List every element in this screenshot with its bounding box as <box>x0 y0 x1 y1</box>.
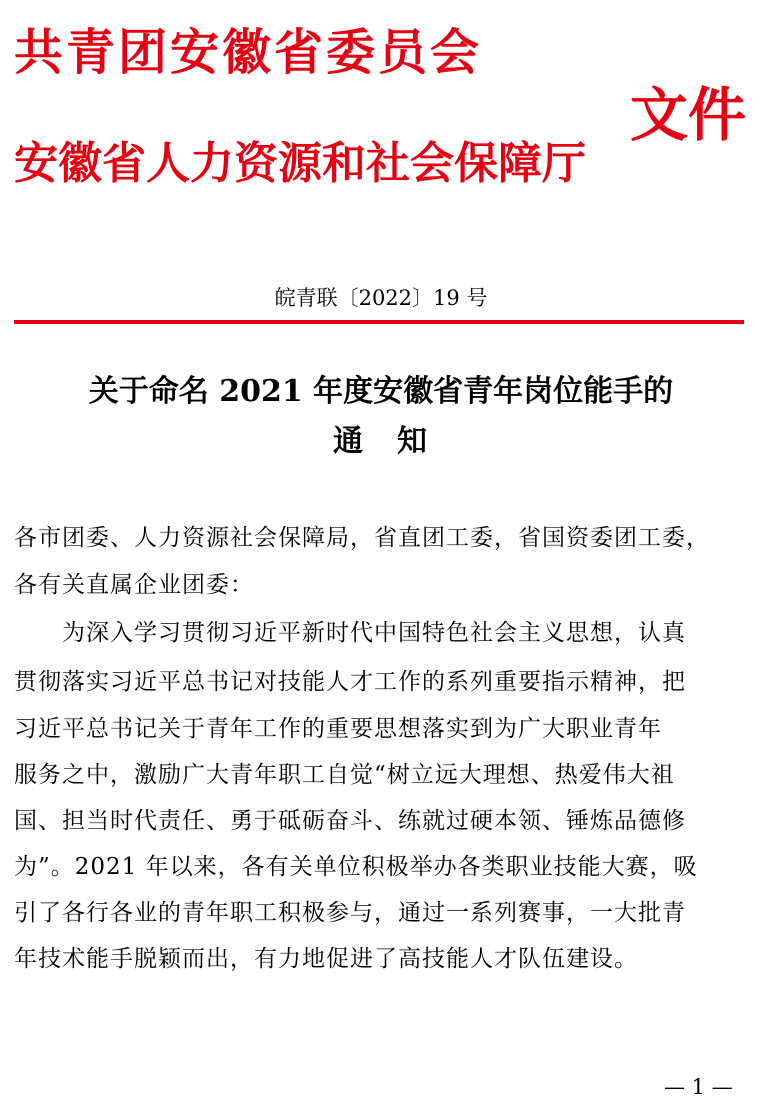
body-line: 各市团委、人力资源社会保障局，省直团工委，省国资委团工委， <box>14 525 710 551</box>
document-title-line-1: 关于命名 2021 年度安徽省青年岗位能手的 <box>88 374 674 409</box>
document-number: 皖青联〔2022〕19 号 <box>274 286 488 310</box>
body-line: 习近平总书记关于青年工作的重要思想落实到为广大职业青年 <box>14 716 662 742</box>
body-line: 为深入学习贯彻习近平新时代中国特色社会主义思想，认真 <box>14 620 686 646</box>
page-number: — 1 — <box>664 1075 733 1099</box>
document-type-label: 文件 <box>630 81 747 149</box>
red-divider <box>14 320 744 324</box>
body-line: 服务之中，激励广大青年职工自觉“树立远大理想、热爱伟大祖 <box>14 762 675 788</box>
issuer-youth-league: 共青团安徽省委员会 <box>14 24 483 81</box>
issuer-hr-department: 安徽省人力资源和社会保障厅 <box>14 138 586 189</box>
body-line: 国、担当时代责任、勇于砥砺奋斗、练就过硬本领、锤炼品德修 <box>14 808 686 834</box>
body-line: 年技术能手脱颖而出，有力地促进了高技能人才队伍建设。 <box>14 946 638 972</box>
body-line: 各有关直属企业团委： <box>14 572 254 598</box>
body-line: 贯彻落实习近平总书记对技能人才工作的系列重要指示精神，把 <box>14 669 686 695</box>
document-title-line-2: 通 知 <box>333 424 429 459</box>
body-line: 为”。2021 年以来，各有关单位积极举办各类职业技能大赛，吸 <box>14 854 698 880</box>
body-line: 引了各行各业的青年职工积极参与，通过一系列赛事，一大批青 <box>14 900 686 926</box>
